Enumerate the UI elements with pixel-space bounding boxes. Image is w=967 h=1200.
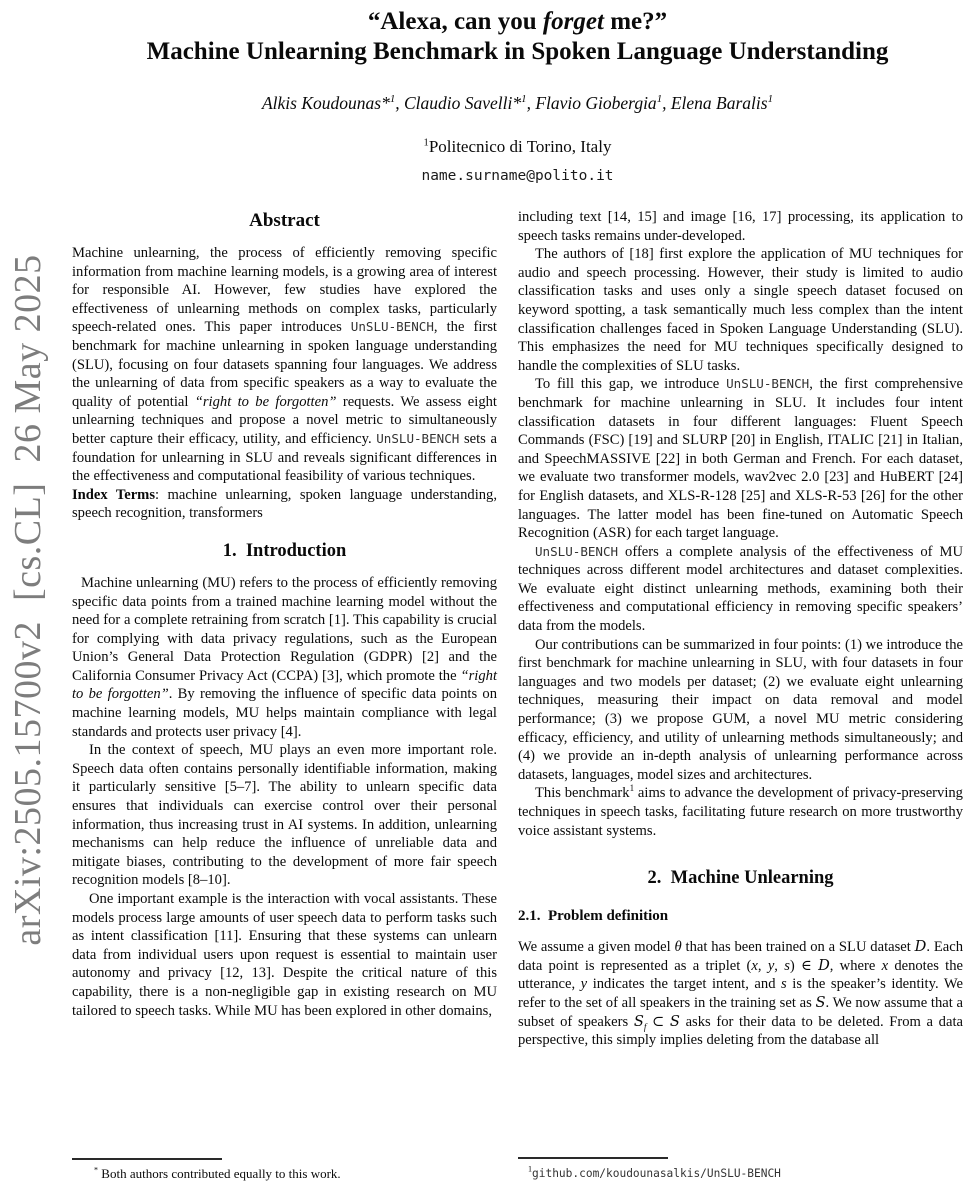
affiliation-line: $^1$Politecnico di Torino, Italy <box>423 137 612 156</box>
body-paragraph-4: UnSLU-BENCH offers a complete analysis of the effectiveness of MU techniques across different model architectures and dataset complexities. We evaluate eight distinct unlearning methods, examining both their effectiveness and computational efficiency in removing specific speakers’ data from the models. <box>518 543 963 635</box>
footnote-divider <box>72 1158 222 1160</box>
abstract-text: Machine unlearning, the process of efficiently removing specific information from machine learning models, is a growing area of interest for responsible AI. However, few studies have explored the effectiveness of unlearning methods on complex tasks, particularly speech-related ones. This paper introduces UnSLU-BENCH, the first benchmark for machine unlearning in spoken language understanding (SLU), focusing on four datasets spanning four languages. We address the unlearning of data from specific speakers as a way to evaluate the quality of potential “right to be forgotten” requests. We assess eight unlearning techniques and propose a novel metric to simultaneously better capture their efficacy, utility, and efficiency. UnSLU-BENCH sets a foundation for unlearning in SLU and reveals significant differences in the effectiveness and computational feasibility of various techniques. <box>72 245 497 485</box>
left-footnote-block <box>72 1158 497 1183</box>
authors-line: Alkis Koudounas*$^1$, Claudio Savelli*$^1$, Flavio Giobergia$^1$, Elena Baralis$^1$ <box>261 93 774 113</box>
body-paragraph-5: Our contributions can be summarized in four points: (1) we introduce the first benchmark for machine unlearning in SLU, with four datasets in four languages and two models per dataset; (2) we evaluate eight unlearning techniques, measuring their impact on data removal and model performance; (3) we propose GUM, a novel MU metric considering efficacy, efficiency, and utility of unlearning methods simultaneously; and (4) we provide an in-depth analysis of unlearning performance across datasets, languages, model sizes and architectures. <box>518 636 963 783</box>
paper-title-line1: “Alexa, can you forget me?” <box>367 8 668 35</box>
section-2-heading: 2. Machine Unlearning <box>647 868 834 889</box>
body-paragraph-2: The authors of [18] first explore the application of MU techniques for audio and speech processing. However, their study is limited to audio classification tasks and uses only a single speech dataset focused on keyword spotting, a task semantically much less complex than the intent classification challenges faced in Spoken Language Understanding (SLU). This emphasizes the need for MU techniques specifically designed to handle the complexities of SLU tasks. <box>518 246 963 374</box>
paper-content <box>72 0 963 1200</box>
paper-title-line2: Machine Unlearning Benchmark in Spoken Language Understanding <box>146 38 889 65</box>
right-footnote-block <box>518 1157 963 1183</box>
intro-paragraph-2: In the context of speech, MU plays an even more important role. Speech data often contains personally identifiable information, making it particularly sensitive [5–7]. The ability to unlearn specific data ensures that individuals can exercise control over their personal information, thus increasing trust in AI systems. In addition, unlearning mechanisms can help reduce the influence of unreliable data and mitigate biases, contributing to the development of more fair speech recognition models [8–10]. <box>72 742 497 889</box>
left-column <box>72 208 497 1183</box>
body-paragraph-6: This benchmark$^1$ aims to advance the development of privacy-preserving techniques in speech tasks, facilitating future research on more trustworthy voice assistant systems. <box>518 783 963 839</box>
index-terms: Index Terms: machine unlearning, spoken language understanding, speech recognition, transformers <box>72 486 497 522</box>
two-column-body <box>72 208 963 1183</box>
abstract-heading: Abstract <box>249 210 320 231</box>
subsection-2-1-heading: 2.1. Problem definition <box>518 908 669 925</box>
intro-paragraph-3: One important example is the interaction with vocal assistants. These models process large amounts of user speech data to perform tasks such as intent classification [11]. Ensuring that these systems can unlearn data from individual users upon request is essential to maintain user autonomy and privacy [12, 13]. Despite the critical nature of this capability, there is a non-negligible gap in existing research on MU tailored to speech tasks. While MU has been explored in other domains, <box>72 891 497 1019</box>
right-column <box>518 208 963 1183</box>
arxiv-stamp-text[interactable]: arXiv:2505.15700v2 [cs.CL] 26 May 2025 <box>7 254 49 946</box>
body-paragraph-1: including text [14, 15] and image [16, 17] processing, its application to speech tasks remains under-developed. <box>518 209 963 244</box>
contact-email: name.surname@polito.it <box>421 168 614 184</box>
problem-definition-paragraph: We assume a given model θ that has been trained on a SLU dataset D. Each data point is represented as a triplet (x, y, s) ∈ D, where x denotes the utterance, y indicates the target intent, and s is the speaker’s identity. We refer to the set of all speakers in the training set as S. We now assume that a subset of speakers $S_f$ ⊂ S asks for their data to be deleted. From a data perspective, this simply implies deleting from the database all <box>518 938 963 1049</box>
github-link-note[interactable]: $^1$github.com/koudounasalkis/UnSLU-BENCH <box>528 1164 781 1180</box>
body-paragraph-3: To fill this gap, we introduce UnSLU-BENCH, the first comprehensive benchmark for machine unlearning in SLU. It includes four intent classification datasets in four different languages: Fluent Speech Commands (FSC) [19] and SLURP [20] in English, ITALIC [21] in Italian, and SpeechMASSIVE [22] in both German and French. For each dataset, we evaluate two transformer models, wav2vec 2.0 [23] and HuBERT [24] for English datasets, and XLS-R-128 [25] and XLS-R-53 [26] for the other languages. The latter model has been fine-tuned on Automatic Speech Recognition (ASR) for each target language. <box>518 376 963 542</box>
intro-paragraph-1: Machine unlearning (MU) refers to the process of efficiently removing specific data points from a trained machine learning model without the need for a complete retraining from scratch [1]. This capability is crucial for complying with data privacy regulations, such as the European Union’s General Data Protection Regulation (GDPR) [2] and the California Consumer Privacy Act (CCPA) [3], which promote the “right to be forgotten”. By removing the influence of specific data points on machine learning models, MU helps maintain compliance with legal standards and protects user privacy [4]. <box>72 574 497 740</box>
section-1-heading: 1. Introduction <box>222 540 347 561</box>
footnote-divider <box>518 1157 668 1159</box>
equal-contribution-note: * Both authors contributed equally to this work. <box>94 1165 341 1181</box>
arxiv-stamp[interactable] <box>4 228 52 972</box>
